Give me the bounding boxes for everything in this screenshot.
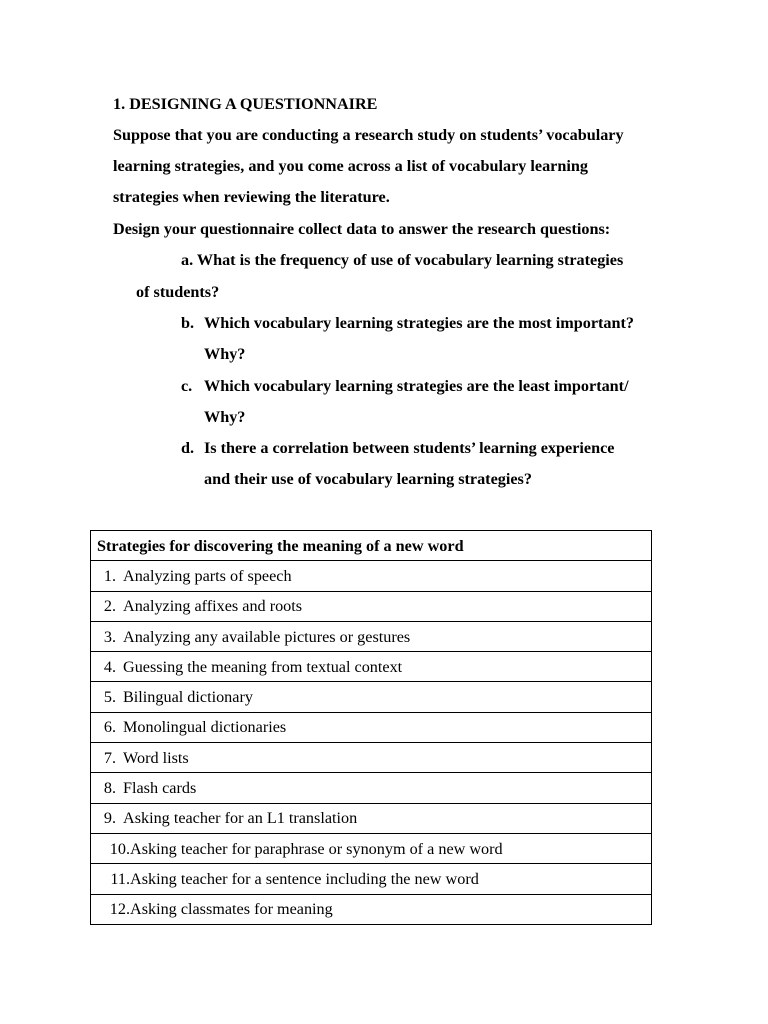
table-cell [91, 743, 652, 773]
row-number: 6. [103, 718, 116, 737]
row-text: Analyzing affixes and roots [123, 597, 303, 616]
table-cell [91, 773, 652, 803]
table-row [91, 652, 652, 682]
table-cell [91, 833, 652, 863]
question-b-line-2: Why? [204, 345, 246, 363]
table-cell [91, 682, 652, 712]
row-text: Asking teacher for paraphrase or synonym of a new word [130, 839, 503, 858]
row-number: 4. [103, 657, 116, 676]
table-row [91, 561, 652, 591]
row-text: Analyzing any available pictures or gestures [123, 627, 411, 646]
row-number: 11. [110, 869, 130, 888]
table-cell [91, 652, 652, 682]
table-cell [91, 894, 652, 924]
intro-line-2: learning strategies, and you come across a list of vocabulary learning [113, 157, 588, 175]
table-cell [91, 591, 652, 621]
table-cell [91, 712, 652, 742]
row-text: Asking teacher for an L1 translation [123, 809, 358, 828]
section-heading: 1. DESIGNING A QUESTIONNAIRE [113, 95, 378, 113]
table-cell [91, 803, 652, 833]
row-text: Monolingual dictionaries [123, 718, 287, 737]
row-number: 2. [103, 597, 116, 616]
row-number: 10. [109, 839, 130, 858]
row-text: Analyzing parts of speech [123, 566, 292, 585]
row-text: Word lists [123, 748, 189, 767]
row-number: 5. [103, 688, 116, 707]
question-c-label: c. [181, 377, 193, 395]
table-row [91, 833, 652, 863]
table-row [91, 773, 652, 803]
question-d-label: d. [181, 439, 195, 457]
instruction-line: Design your questionnaire collect data to answer the research questions: [113, 220, 611, 238]
table-header-row [91, 531, 652, 561]
table-row [91, 591, 652, 621]
table-cell [91, 621, 652, 651]
table-row [91, 864, 652, 894]
row-number: 3. [103, 627, 116, 646]
row-text: Bilingual dictionary [123, 688, 253, 707]
row-text: Flash cards [123, 779, 197, 798]
intro-line-3: strategies when reviewing the literature. [113, 188, 390, 206]
question-d-line-1: Is there a correlation between students’ learning experience [204, 439, 615, 457]
table-cell [91, 864, 652, 894]
question-b-label: b. [181, 314, 195, 332]
question-d [181, 438, 614, 458]
table-row [91, 621, 652, 651]
question-b [181, 313, 634, 333]
table-header-cell: Strategies for discovering the meaning of a new word [91, 531, 652, 561]
row-number: 12. [109, 900, 130, 919]
row-text: Asking classmates for meaning [130, 900, 333, 919]
row-number: 9. [103, 809, 116, 828]
question-c-line-1: Which vocabulary learning strategies are the least important/ [204, 377, 629, 395]
table-row [91, 803, 652, 833]
row-number: 8. [103, 779, 116, 798]
row-text: Guessing the meaning from textual context [123, 657, 403, 676]
table-cell [91, 561, 652, 591]
strategies-table [90, 530, 652, 925]
row-number: 1. [103, 566, 116, 585]
question-b-line-1: Which vocabulary learning strategies are the most important? [204, 314, 634, 332]
table-row [91, 712, 652, 742]
table-row [91, 743, 652, 773]
question-a-line-2: of students? [136, 283, 220, 301]
question-c [181, 376, 629, 396]
intro-line-1: Suppose that you are conducting a research study on students’ vocabulary [113, 126, 624, 144]
row-text: Asking teacher for a sentence including the new word [130, 869, 479, 888]
row-number: 7. [103, 748, 116, 767]
question-d-line-2: and their use of vocabulary learning strategies? [204, 470, 532, 488]
question-c-line-2: Why? [204, 408, 246, 426]
table-row [91, 894, 652, 924]
table-row [91, 682, 652, 712]
question-a-line-1: a. What is the frequency of use of vocabulary learning strategies [181, 251, 624, 269]
